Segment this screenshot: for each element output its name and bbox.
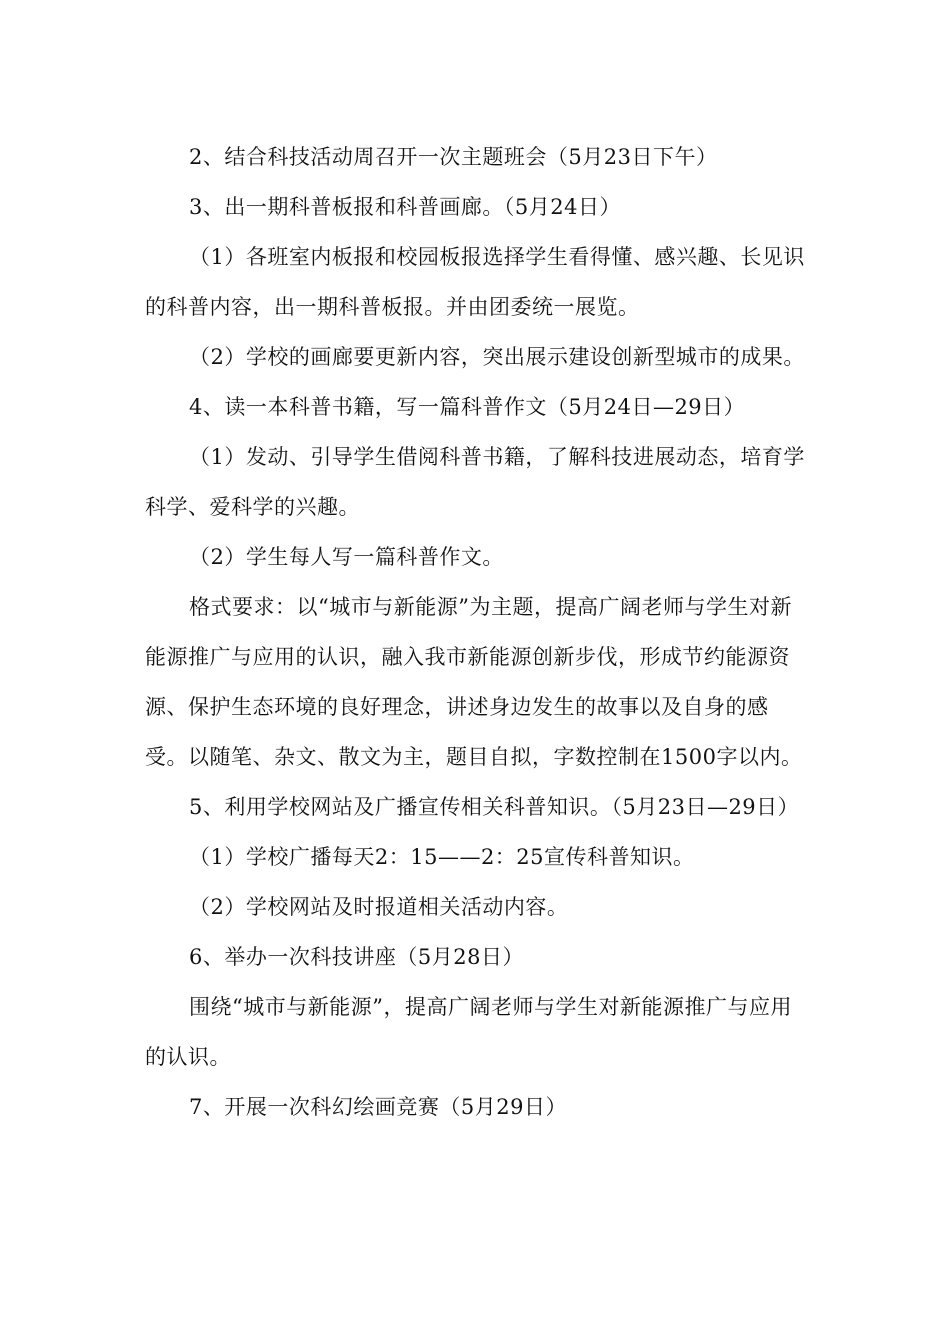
paragraph-item-5-1: （1）学校广播每天2：15——2：25宣传科普知识。 xyxy=(189,845,695,869)
paragraph-item-7-drawing: 7、开展一次科幻绘画竞赛（5月29日） xyxy=(189,1095,567,1119)
paragraph-item-3-blackboard: 3、出一期科普板报和科普画廊。（5月24日） xyxy=(189,195,621,219)
paragraph-item-5-website: 5、利用学校网站及广播宣传相关科普知识。（5月23日—29日） xyxy=(189,795,800,819)
paragraph-item-2-class-meeting: 2、结合科技活动周召开一次主题班会（5月23日下午） xyxy=(189,145,718,169)
paragraph-item-4-reading: 4、读一本科普书籍，写一篇科普作文（5月24日—29日） xyxy=(189,395,746,419)
paragraph-item-4-2: （2）学生每人写一篇科普作文。 xyxy=(189,545,504,569)
paragraph-item-3-1: （1）各班室内板报和校园板报选择学生看得懂、感兴趣、长见识的科普内容，出一期科普板报。并由团委统一展览。 xyxy=(145,245,805,319)
paragraph-item-3-2: （2）学校的画廊要更新内容，突出展示建设创新型城市的成果。 xyxy=(189,345,805,369)
paragraph-item-4-1: （1）发动、引导学生借阅科普书籍，了解科技进展动态，培育学科学、爱科学的兴趣。 xyxy=(145,445,805,519)
paragraph-format-requirements: 格式要求：以“城市与新能源”为主题，提高广阔老师与学生对新能源推广与应用的认识，融入我市新能源创新步伐，形成节约能源资源、保护生态环境的良好理念，讲述身边发生的故事以及自身的感受。以随笔、杂文、散文为主，题目自拟，字数控制在1500字以内。 xyxy=(145,595,803,769)
paragraph-item-5-2: （2）学校网站及时报道相关活动内容。 xyxy=(189,895,569,919)
paragraph-lecture-description: 围绕“城市与新能源”，提高广阔老师与学生对新能源推广与应用的认识。 xyxy=(145,995,792,1069)
document-body xyxy=(145,132,810,1132)
paragraph-item-6-lecture: 6、举办一次科技讲座（5月28日） xyxy=(189,945,524,969)
